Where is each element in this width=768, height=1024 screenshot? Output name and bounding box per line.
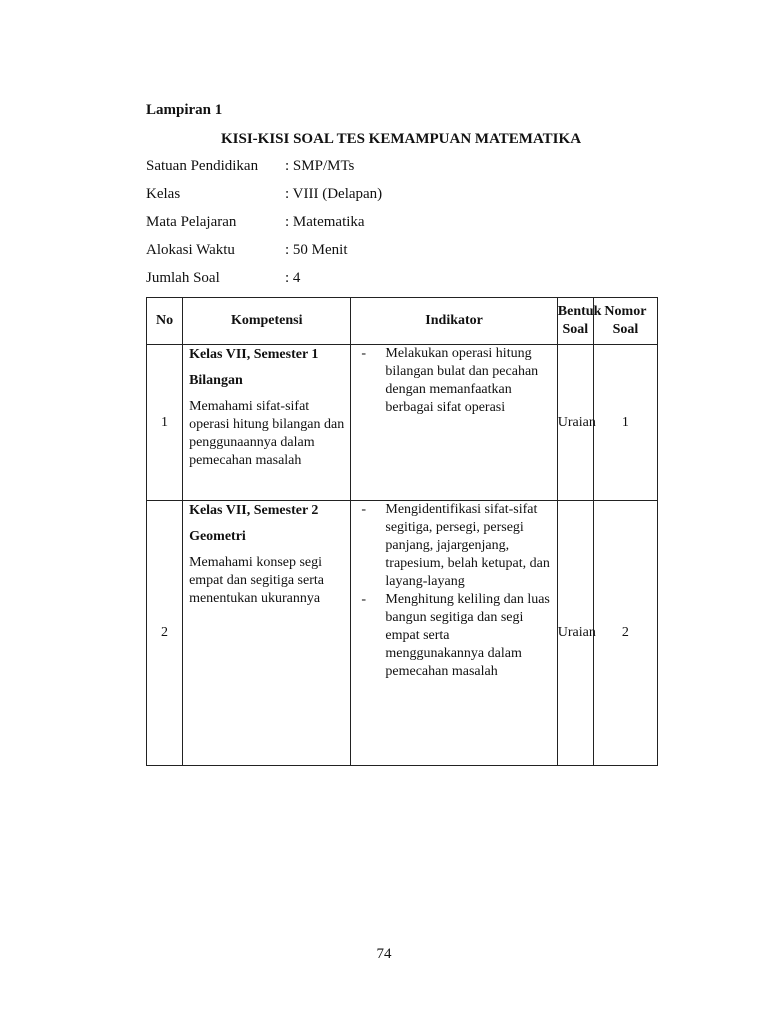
table-header-row [147, 298, 658, 345]
meta-row-alokasi-waktu [146, 240, 382, 268]
table-row [147, 501, 658, 766]
meta-label: Alokasi Waktu [146, 242, 235, 258]
header-kompetensi: Kompetensi [183, 298, 351, 345]
meta-row-mata-pelajaran [146, 212, 382, 240]
kompetensi-heading: Kelas VII, Semester 2 [189, 503, 319, 518]
header-nomor-soal: Nomor Soal [593, 298, 657, 345]
meta-row-jumlah-soal [146, 268, 382, 296]
meta-label: Jumlah Soal [146, 270, 220, 286]
meta-value: : 50 Menit [285, 242, 348, 258]
indikator-text: Mengidentifikasi sifat-sifat segitiga, persegi, persegi panjang, jajargenjang, trapesium, belah ketupat, dan layang-layang [385, 502, 550, 589]
meta-value: : 4 [285, 270, 301, 286]
meta-label: Satuan Pendidikan [146, 158, 259, 174]
bullet-dash: - [361, 346, 367, 361]
bullet-dash: - [361, 592, 367, 607]
header-no: No [147, 298, 183, 345]
cell-indikator [351, 501, 557, 766]
cell-no: 1 [147, 345, 183, 501]
cell-nomor-soal: 1 [593, 345, 657, 501]
page-number: 74 [376, 946, 392, 962]
meta-value: : SMP/MTs [285, 158, 355, 174]
kompetensi-topic: Bilangan [189, 373, 243, 388]
header-indikator: Indikator [351, 298, 557, 345]
cell-bentuk-soal: Uraian [557, 501, 593, 766]
cell-nomor-soal: 2 [593, 501, 657, 766]
kompetensi-heading: Kelas VII, Semester 1 [189, 347, 319, 362]
meta-row-kelas [146, 184, 382, 212]
meta-label: Kelas [146, 186, 181, 202]
meta-info [146, 156, 382, 296]
meta-value: : Matematika [285, 214, 365, 230]
indikator-item [357, 591, 550, 681]
indikator-item [357, 501, 550, 591]
page-title: KISI-KISI SOAL TES KEMAMPUAN MATEMATIKA [220, 131, 582, 147]
cell-indikator [351, 345, 557, 501]
cell-kompetensi [183, 501, 351, 766]
cell-no: 2 [147, 501, 183, 766]
meta-row-satuan-pendidikan [146, 156, 382, 184]
kompetensi-topic: Geometri [189, 529, 246, 544]
kisi-kisi-table [146, 297, 658, 766]
appendix-label: Lampiran 1 [146, 102, 223, 118]
indikator-text: Menghitung keliling dan luas bangun segitiga dan segi empat serta menggunakannya dalam pemecahan masalah [385, 592, 550, 679]
bullet-dash: - [361, 502, 367, 517]
indikator-item [357, 345, 550, 417]
meta-label: Mata Pelajaran [146, 214, 237, 230]
indikator-text: Melakukan operasi hitung bilangan bulat dan pecahan dengan memanfaatkan berbagai sifat operasi [385, 346, 539, 415]
meta-value: : VIII (Delapan) [285, 186, 383, 202]
kompetensi-description: Memahami sifat-sifat operasi hitung bilangan dan penggunaannya dalam pemecahan masalah [189, 399, 345, 468]
cell-bentuk-soal: Uraian [557, 345, 593, 501]
table-row [147, 345, 658, 501]
kompetensi-description: Memahami konsep segi empat dan segitiga serta menentukan ukurannya [189, 555, 324, 606]
header-bentuk-soal: Bentuk Soal [557, 298, 593, 345]
cell-kompetensi [183, 345, 351, 501]
